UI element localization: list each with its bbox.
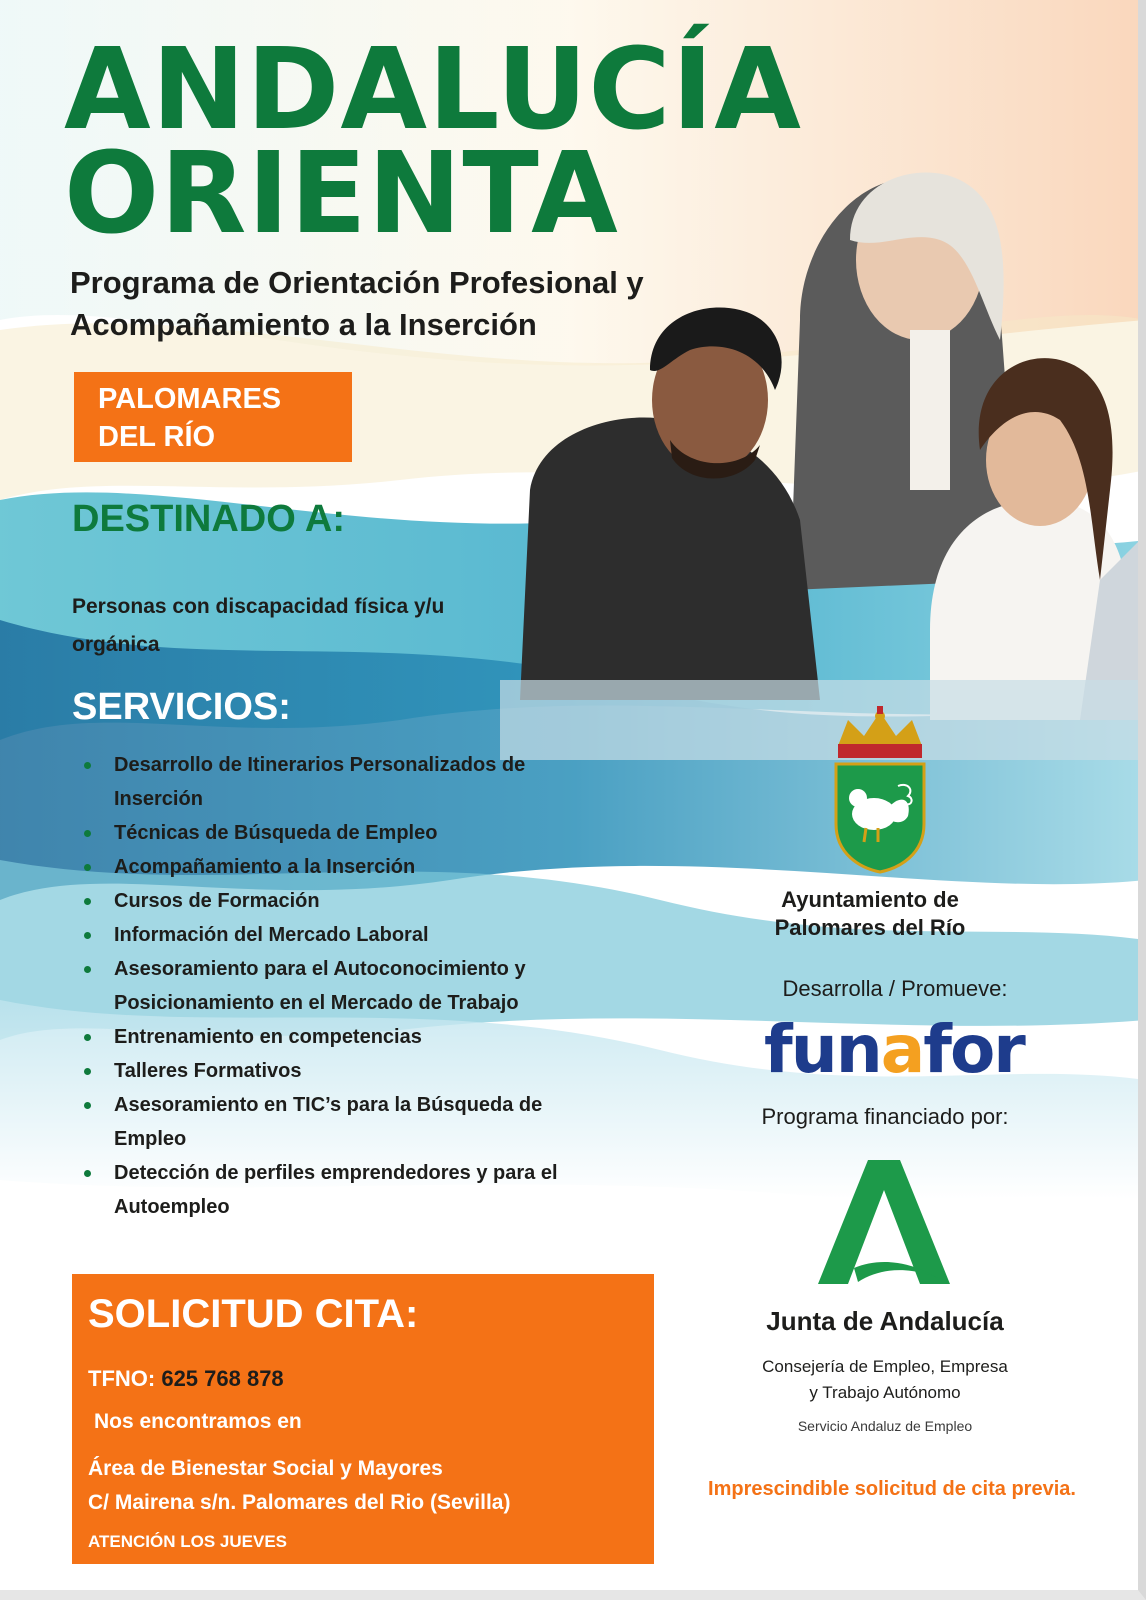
cita-previa-notice: Imprescindible solicitud de cita previa. — [708, 1478, 1076, 1500]
consejeria-line-1: Consejería de Empleo, Empresa — [762, 1357, 1008, 1376]
consejeria-label — [720, 1354, 1050, 1406]
ayuntamiento-label — [760, 886, 980, 942]
funafor-part-3: for — [923, 1011, 1024, 1088]
location-line-1: PALOMARES — [98, 383, 282, 415]
service-item: Asesoramiento para el Autoconocimiento y Posicionamiento en el Mercado de Trabajo — [80, 952, 580, 1020]
services-list — [80, 748, 580, 1224]
phone-label: TFNO: — [88, 1366, 156, 1391]
subtitle-line-2: Acompañamiento a la Inserción — [70, 307, 537, 342]
service-item: Detección de perfiles emprendedores y para el Autoempleo — [80, 1156, 580, 1224]
subtitle-line-1: Programa de Orientación Profesional y — [70, 265, 644, 300]
location-line-2: DEL RÍO — [98, 421, 216, 453]
funafor-logo — [764, 1010, 1024, 1090]
junta-andalucia-emblem-icon — [818, 1160, 950, 1290]
cita-heading: SOLICITUD CITA: — [88, 1292, 419, 1336]
service-item: Información del Mercado Laboral — [80, 918, 580, 952]
ayuntamiento-line-1: Ayuntamiento de — [781, 887, 959, 912]
destinado-heading: DESTINADO A: — [72, 498, 346, 540]
service-item: Acompañamiento a la Inserción — [80, 850, 580, 884]
location-badge — [74, 372, 352, 462]
service-item: Entrenamiento en competencias — [80, 1020, 580, 1054]
service-item: Talleres Formativos — [80, 1054, 580, 1088]
cita-jueves: ATENCIÓN LOS JUEVES — [88, 1532, 287, 1551]
sae-label: Servicio Andaluz de Empleo — [797, 1418, 973, 1434]
service-item: Cursos de Formación — [80, 884, 580, 918]
title-line-1: ANDALUCÍA — [64, 25, 802, 155]
program-title — [64, 25, 802, 259]
solicitud-cita-box — [72, 1274, 654, 1564]
junta-name: Junta de Andalucía — [766, 1306, 1004, 1336]
servicios-heading: SERVICIOS: — [72, 686, 291, 728]
ayuntamiento-line-2: Palomares del Río — [774, 915, 966, 940]
title-line-2: ORIENTA — [64, 129, 619, 259]
service-item: Técnicas de Búsqueda de Empleo — [80, 816, 580, 850]
cita-address — [88, 1452, 510, 1520]
address-line-2: C/ Mairena s/n. Palomares del Rio (Sevilla) — [88, 1491, 511, 1514]
financiado-label: Programa financiado por: — [761, 1104, 1009, 1129]
palomares-crest-icon — [828, 706, 932, 876]
service-item: Desarrollo de Itinerarios Personalizados de Inserción — [80, 748, 580, 816]
cita-phone — [88, 1366, 284, 1392]
service-item: Asesoramiento en TIC’s para la Búsqueda de Empleo — [80, 1088, 580, 1156]
promueve-label: Desarrolla / Promueve: — [782, 976, 1008, 1001]
program-subtitle — [70, 262, 750, 346]
phone-number[interactable]: 625 768 878 — [161, 1366, 284, 1391]
consejeria-line-2: y Trabajo Autónomo — [809, 1383, 961, 1402]
destinado-text: Personas con discapacidad física y/u orgánica — [72, 595, 445, 656]
funafor-part-1: fun — [764, 1011, 881, 1088]
cita-encontramos: Nos encontramos en — [94, 1410, 302, 1433]
address-line-1: Área de Bienestar Social y Mayores — [88, 1457, 443, 1480]
funafor-part-2: a — [880, 1011, 924, 1088]
